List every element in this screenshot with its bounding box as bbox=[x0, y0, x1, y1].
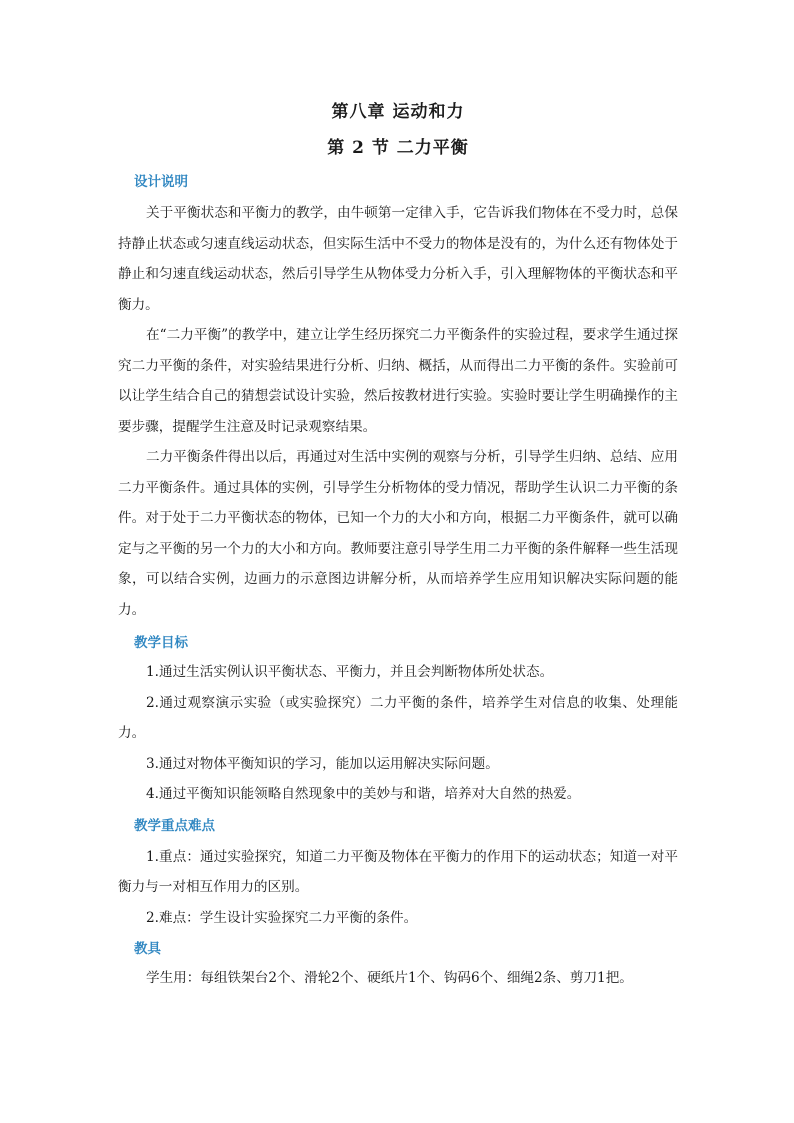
goal-item: 2.通过观察演示实验（或实验探究）二力平衡的条件，培养学生对信息的收集、处理能力。 bbox=[118, 694, 678, 741]
design-heading: 设计说明 bbox=[134, 174, 188, 190]
key-points-heading: 教学重点难点 bbox=[134, 817, 215, 834]
key-point-item: 2.难点：学生设计实验探究二力平衡的条件。 bbox=[146, 909, 418, 926]
goal-item: 3.通过对物体平衡知识的学习，能加以运用解决实际问题。 bbox=[146, 755, 499, 772]
design-paragraph: 在“二力平衡”的教学中，建立让学生经历探究二力平衡条件的实验过程，要求学生通过探究二力平衡的条件，对实验结果进行分析、归纳、概括，从而得出二力平衡的条件。实验前可以让学生结合自己的猜想尝试设计实验，然后按教材进行实验。实验时要让学生明确操作的主要步骤，提醒学生注意及时记录观察结果。 bbox=[118, 327, 678, 435]
section-title: 第 2 节 二力平衡 bbox=[327, 138, 469, 158]
equipment-text: 学生用：每组铁架台2个、滑轮2个、硬纸片1个、钩码6个、细绳2条、剪刀1把。 bbox=[146, 970, 633, 986]
design-paragraph: 关于平衡状态和平衡力的教学，由牛顿第一定律入手，它告诉我们物体在不受力时，总保持静止状态或匀速直线运动状态，但实际生活中不受力的物体是没有的，为什么还有物体处于静止和匀速直线运动状态，然后引导学生从物体受力分析入手，引入理解物体的平衡状态和平衡力。 bbox=[118, 205, 678, 313]
goal-item: 1.通过生活实例认识平衡状态、平衡力，并且会判断物体所处状态。 bbox=[146, 664, 554, 680]
key-point-item: 1.重点：通过实验探究，知道二力平衡及物体在平衡力的作用下的运动状态；知道一对平衡力与一对相互作用力的区别。 bbox=[118, 848, 678, 895]
equipment-heading: 教具 bbox=[134, 941, 161, 957]
goal-item: 4.通过平衡知识能领略自然现象中的美妙与和谐，培养对大自然的热爱。 bbox=[146, 786, 581, 802]
chapter-title: 第八章 运动和力 bbox=[331, 102, 465, 122]
design-paragraph: 二力平衡条件得出以后，再通过对生活中实例的观察与分析，引导学生归纳、总结、应用二力平衡条件。通过具体的实例，引导学生分析物体的受力情况，帮助学生认识二力平衡的条件。对于处于二力平衡状态的物体，已知一个力的大小和方向，根据二力平衡条件，就可以确定与之平衡的另一个力的大小和方向。教师要注意引导学生用二力平衡的条件解释一些生活现象，可以结合实例，边画力的示意图边讲解分析，从而培养学生应用知识解决实际问题的能力。 bbox=[118, 449, 678, 618]
goals-heading: 教学目标 bbox=[134, 635, 188, 651]
document-page bbox=[118, 100, 678, 994]
